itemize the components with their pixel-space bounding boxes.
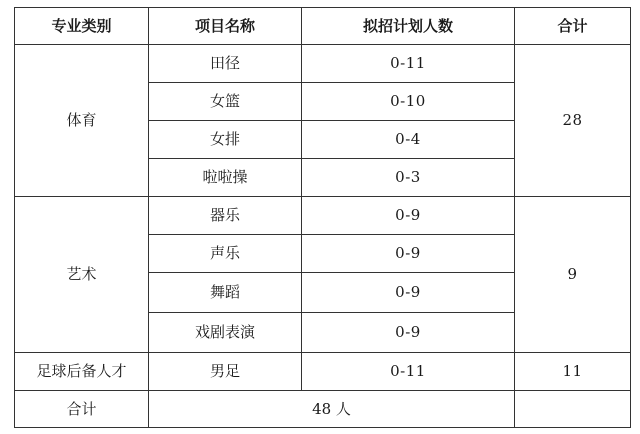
planned-count-cell: 0-11 bbox=[302, 45, 515, 83]
category-cell-arts: 艺术 bbox=[15, 197, 149, 353]
total-empty-cell bbox=[515, 391, 631, 428]
item-name-cell: 田径 bbox=[149, 45, 302, 83]
planned-count-cell: 0-3 bbox=[302, 159, 515, 197]
item-name-cell: 声乐 bbox=[149, 235, 302, 273]
subtotal-cell-arts: 9 bbox=[515, 197, 631, 353]
total-value-cell: 48 人 bbox=[149, 391, 515, 428]
planned-count-cell: 0-11 bbox=[302, 353, 515, 391]
category-cell-football: 足球后备人才 bbox=[15, 353, 149, 391]
planned-count-cell: 0-9 bbox=[302, 313, 515, 353]
table-row bbox=[15, 197, 631, 235]
item-name-cell: 女篮 bbox=[149, 83, 302, 121]
item-name-cell: 女排 bbox=[149, 121, 302, 159]
category-cell-sports: 体育 bbox=[15, 45, 149, 197]
header-subtotal: 合计 bbox=[515, 8, 631, 45]
total-row bbox=[15, 391, 631, 428]
header-item-name: 项目名称 bbox=[149, 8, 302, 45]
planned-count-cell: 0-9 bbox=[302, 273, 515, 313]
subtotal-cell-football: 11 bbox=[515, 353, 631, 391]
table-header-row bbox=[15, 8, 631, 45]
item-name-cell: 舞蹈 bbox=[149, 273, 302, 313]
planned-count-cell: 0-10 bbox=[302, 83, 515, 121]
item-name-cell: 男足 bbox=[149, 353, 302, 391]
planned-count-cell: 0-4 bbox=[302, 121, 515, 159]
planned-count-cell: 0-9 bbox=[302, 235, 515, 273]
total-label-cell: 合计 bbox=[15, 391, 149, 428]
table-row bbox=[15, 45, 631, 83]
table-row bbox=[15, 353, 631, 391]
item-name-cell: 器乐 bbox=[149, 197, 302, 235]
item-name-cell: 戏剧表演 bbox=[149, 313, 302, 353]
item-name-cell: 啦啦操 bbox=[149, 159, 302, 197]
planned-count-cell: 0-9 bbox=[302, 197, 515, 235]
header-planned-count: 拟招计划人数 bbox=[302, 8, 515, 45]
enrollment-plan-table bbox=[14, 7, 631, 428]
subtotal-cell-sports: 28 bbox=[515, 45, 631, 197]
header-category: 专业类别 bbox=[15, 8, 149, 45]
